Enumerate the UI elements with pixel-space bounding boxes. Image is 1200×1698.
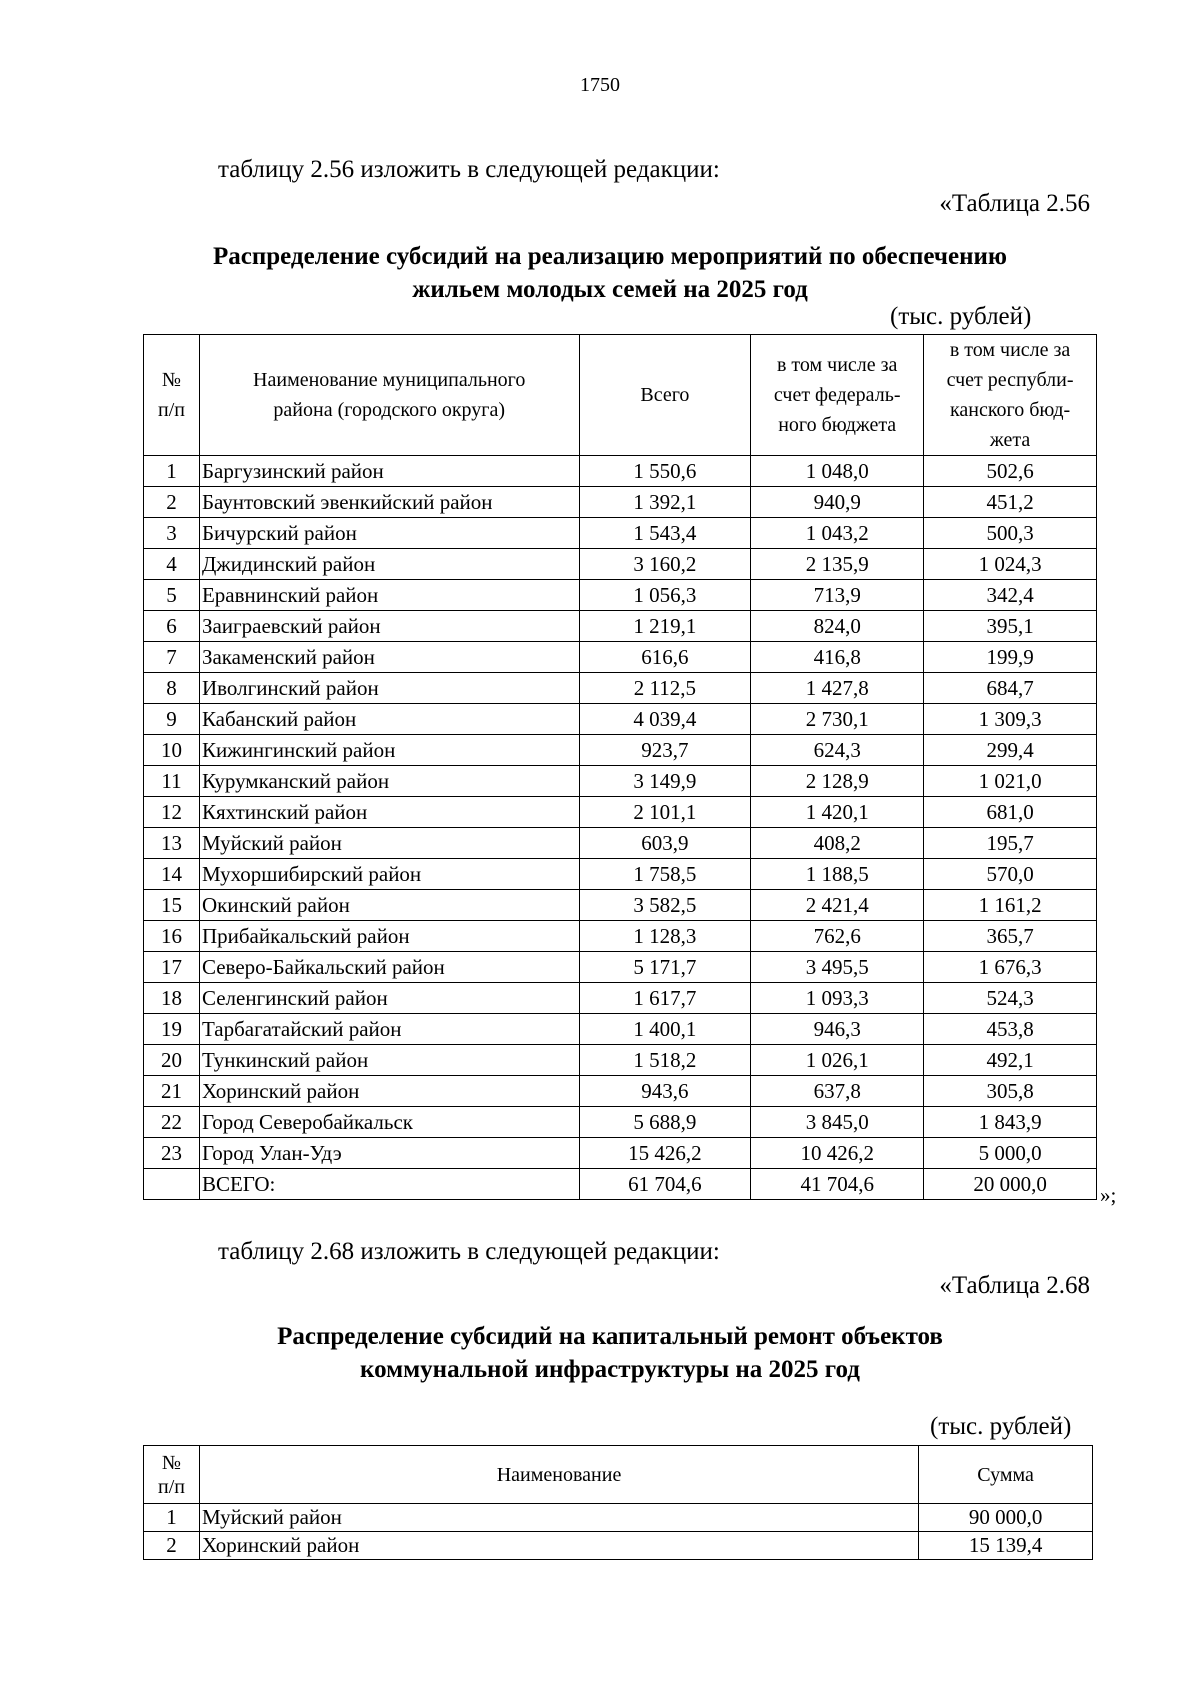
row-republic: 195,7 (924, 828, 1097, 859)
row-num: 9 (144, 704, 200, 735)
row-republic: 681,0 (924, 797, 1097, 828)
row-federal: 1 188,5 (751, 859, 924, 890)
row-name: Хоринский район (199, 1532, 918, 1560)
row-name: Мухоршибирский район (199, 859, 579, 890)
row-federal: 3 495,5 (751, 952, 924, 983)
row-name: Хоринский район (199, 1076, 579, 1107)
row-name: Прибайкальский район (199, 921, 579, 952)
header-sum: Сумма (919, 1446, 1093, 1504)
table-row (144, 828, 1097, 859)
row-name: ВСЕГО: (199, 1169, 579, 1200)
table-row (144, 890, 1097, 921)
section2-title-line1: Распределение субсидий на капитальный ремонт объектов (277, 1323, 943, 1350)
row-name: Джидинский район (199, 549, 579, 580)
row-republic: 500,3 (924, 518, 1097, 549)
row-total: 603,9 (579, 828, 751, 859)
table-row (144, 1014, 1097, 1045)
row-num: 2 (144, 487, 200, 518)
row-federal: 2 128,9 (751, 766, 924, 797)
table-row (144, 549, 1097, 580)
row-federal: 1 026,1 (751, 1045, 924, 1076)
table-row (144, 921, 1097, 952)
table-row (144, 766, 1097, 797)
row-republic: 570,0 (924, 859, 1097, 890)
row-num: 2 (144, 1532, 200, 1560)
row-name: Кабанский район (199, 704, 579, 735)
subsidy-table-2-68 (143, 1445, 1093, 1560)
row-num: 17 (144, 952, 200, 983)
row-num: 8 (144, 673, 200, 704)
section2-title (130, 1320, 1090, 1386)
row-num: 11 (144, 766, 200, 797)
row-federal: 2 135,9 (751, 549, 924, 580)
row-republic: 1 676,3 (924, 952, 1097, 983)
row-republic: 5 000,0 (924, 1138, 1097, 1169)
row-republic: 20 000,0 (924, 1169, 1097, 1200)
row-republic: 365,7 (924, 921, 1097, 952)
row-name: Закаменский район (199, 642, 579, 673)
row-federal: 3 845,0 (751, 1107, 924, 1138)
row-name: Город Улан-Удэ (199, 1138, 579, 1169)
table-row (144, 642, 1097, 673)
row-total: 943,6 (579, 1076, 751, 1107)
row-num (144, 1169, 200, 1200)
row-republic: 395,1 (924, 611, 1097, 642)
header-name: Наименование (199, 1446, 918, 1504)
table-row (144, 1532, 1093, 1560)
section2-table-label: «Таблица 2.68 (939, 1272, 1090, 1299)
header-total: Всего (579, 335, 751, 456)
row-name: Баунтовский эвенкийский район (199, 487, 579, 518)
row-republic: 451,2 (924, 487, 1097, 518)
table-row (144, 1107, 1097, 1138)
row-name: Кижингинский район (199, 735, 579, 766)
row-federal: 762,6 (751, 921, 924, 952)
row-name: Еравнинский район (199, 580, 579, 611)
row-name: Муйский район (199, 1504, 918, 1532)
row-republic: 299,4 (924, 735, 1097, 766)
row-total: 15 426,2 (579, 1138, 751, 1169)
table-row (144, 1138, 1097, 1169)
table-body (144, 1504, 1093, 1560)
row-name: Заиграевский район (199, 611, 579, 642)
row-total: 4 039,4 (579, 704, 751, 735)
table-row (144, 456, 1097, 487)
row-total: 1 518,2 (579, 1045, 751, 1076)
row-name: Баргузинский район (199, 456, 579, 487)
table-row (144, 1076, 1097, 1107)
row-num: 23 (144, 1138, 200, 1169)
row-sum: 90 000,0 (919, 1504, 1093, 1532)
row-num: 10 (144, 735, 200, 766)
page-number: 1750 (580, 74, 620, 96)
row-federal: 637,8 (751, 1076, 924, 1107)
row-name: Бичурский район (199, 518, 579, 549)
row-name: Селенгинский район (199, 983, 579, 1014)
table-row (144, 797, 1097, 828)
row-total: 1 392,1 (579, 487, 751, 518)
row-republic: 199,9 (924, 642, 1097, 673)
row-republic: 524,3 (924, 983, 1097, 1014)
section1-title-line2: жильем молодых семей на 2025 год (412, 276, 808, 303)
row-name: Курумканский район (199, 766, 579, 797)
section1-table-label: «Таблица 2.56 (939, 190, 1090, 217)
row-total: 3 160,2 (579, 549, 751, 580)
table-row (144, 983, 1097, 1014)
row-federal: 824,0 (751, 611, 924, 642)
row-total: 1 056,3 (579, 580, 751, 611)
row-republic: 1 309,3 (924, 704, 1097, 735)
row-total: 5 171,7 (579, 952, 751, 983)
row-federal: 1 048,0 (751, 456, 924, 487)
row-federal: 624,3 (751, 735, 924, 766)
row-republic: 453,8 (924, 1014, 1097, 1045)
row-num: 7 (144, 642, 200, 673)
row-republic: 502,6 (924, 456, 1097, 487)
table-row (144, 518, 1097, 549)
row-num: 16 (144, 921, 200, 952)
row-total: 1 128,3 (579, 921, 751, 952)
row-total: 1 550,6 (579, 456, 751, 487)
row-num: 1 (144, 456, 200, 487)
header-name: Наименование муниципального района (городского округа) (199, 335, 579, 456)
section2-units: (тыс. рублей) (930, 1413, 1072, 1440)
row-federal: 1 043,2 (751, 518, 924, 549)
row-federal: 2 730,1 (751, 704, 924, 735)
row-name: Тарбагатайский район (199, 1014, 579, 1045)
row-federal: 1 420,1 (751, 797, 924, 828)
row-num: 4 (144, 549, 200, 580)
row-republic: 492,1 (924, 1045, 1097, 1076)
table-row (144, 952, 1097, 983)
table-row (144, 673, 1097, 704)
row-federal: 1 427,8 (751, 673, 924, 704)
row-republic: 1 161,2 (924, 890, 1097, 921)
subsidy-table-2-56 (143, 334, 1097, 1200)
row-name: Северо-Байкальский район (199, 952, 579, 983)
table-row (144, 704, 1097, 735)
row-federal: 946,3 (751, 1014, 924, 1045)
section1-units: (тыс. рублей) (890, 303, 1032, 330)
table-row (144, 487, 1097, 518)
row-total: 1 758,5 (579, 859, 751, 890)
header-republic: в том числе за счет республи- канского бюд- жета (924, 335, 1097, 456)
closing-mark: »; (1100, 1183, 1117, 1207)
table-row (144, 859, 1097, 890)
row-num: 18 (144, 983, 200, 1014)
section2-intro: таблицу 2.68 изложить в следующей редакции: (218, 1238, 720, 1265)
row-republic: 342,4 (924, 580, 1097, 611)
row-num: 5 (144, 580, 200, 611)
header-num: № п/п (144, 1446, 200, 1504)
row-total: 1 400,1 (579, 1014, 751, 1045)
row-republic: 1 843,9 (924, 1107, 1097, 1138)
row-total: 923,7 (579, 735, 751, 766)
section1-title-line1: Распределение субсидий на реализацию мероприятий по обеспечению (212, 243, 1008, 270)
row-republic: 305,8 (924, 1076, 1097, 1107)
row-total: 5 688,9 (579, 1107, 751, 1138)
row-total: 1 617,7 (579, 983, 751, 1014)
row-total: 2 101,1 (579, 797, 751, 828)
row-num: 6 (144, 611, 200, 642)
row-republic: 684,7 (924, 673, 1097, 704)
row-num: 21 (144, 1076, 200, 1107)
row-republic: 1 021,0 (924, 766, 1097, 797)
row-federal: 940,9 (751, 487, 924, 518)
section2-title-line2: коммунальной инфраструктуры на 2025 год (360, 1356, 860, 1383)
row-federal: 10 426,2 (751, 1138, 924, 1169)
table-row (144, 735, 1097, 766)
row-name: Кяхтинский район (199, 797, 579, 828)
row-num: 14 (144, 859, 200, 890)
row-name: Муйский район (199, 828, 579, 859)
row-total: 3 149,9 (579, 766, 751, 797)
table-row (144, 1504, 1093, 1532)
table-header-row (144, 335, 1097, 456)
row-num: 1 (144, 1504, 200, 1532)
row-num: 15 (144, 890, 200, 921)
row-total: 61 704,6 (579, 1169, 751, 1200)
row-sum: 15 139,4 (919, 1532, 1093, 1560)
table-body (144, 456, 1097, 1200)
row-federal: 416,8 (751, 642, 924, 673)
row-name: Город Северобайкальск (199, 1107, 579, 1138)
row-num: 3 (144, 518, 200, 549)
row-total: 1 219,1 (579, 611, 751, 642)
header-num: № п/п (144, 335, 200, 456)
row-name: Тункинский район (199, 1045, 579, 1076)
total-row (144, 1169, 1097, 1200)
row-federal: 408,2 (751, 828, 924, 859)
section1-intro: таблицу 2.56 изложить в следующей редакции: (218, 156, 720, 183)
row-federal: 41 704,6 (751, 1169, 924, 1200)
row-total: 616,6 (579, 642, 751, 673)
row-num: 12 (144, 797, 200, 828)
row-num: 13 (144, 828, 200, 859)
row-total: 1 543,4 (579, 518, 751, 549)
table-row (144, 580, 1097, 611)
row-federal: 713,9 (751, 580, 924, 611)
header-federal: в том числе за счет федераль- ного бюджета (751, 335, 924, 456)
row-republic: 1 024,3 (924, 549, 1097, 580)
row-total: 2 112,5 (579, 673, 751, 704)
table-row (144, 1045, 1097, 1076)
table-row (144, 611, 1097, 642)
row-name: Окинский район (199, 890, 579, 921)
section1-title (130, 240, 1090, 306)
table-header-row (144, 1446, 1093, 1504)
row-federal: 1 093,3 (751, 983, 924, 1014)
row-num: 19 (144, 1014, 200, 1045)
row-name: Иволгинский район (199, 673, 579, 704)
row-num: 22 (144, 1107, 200, 1138)
row-total: 3 582,5 (579, 890, 751, 921)
row-federal: 2 421,4 (751, 890, 924, 921)
row-num: 20 (144, 1045, 200, 1076)
